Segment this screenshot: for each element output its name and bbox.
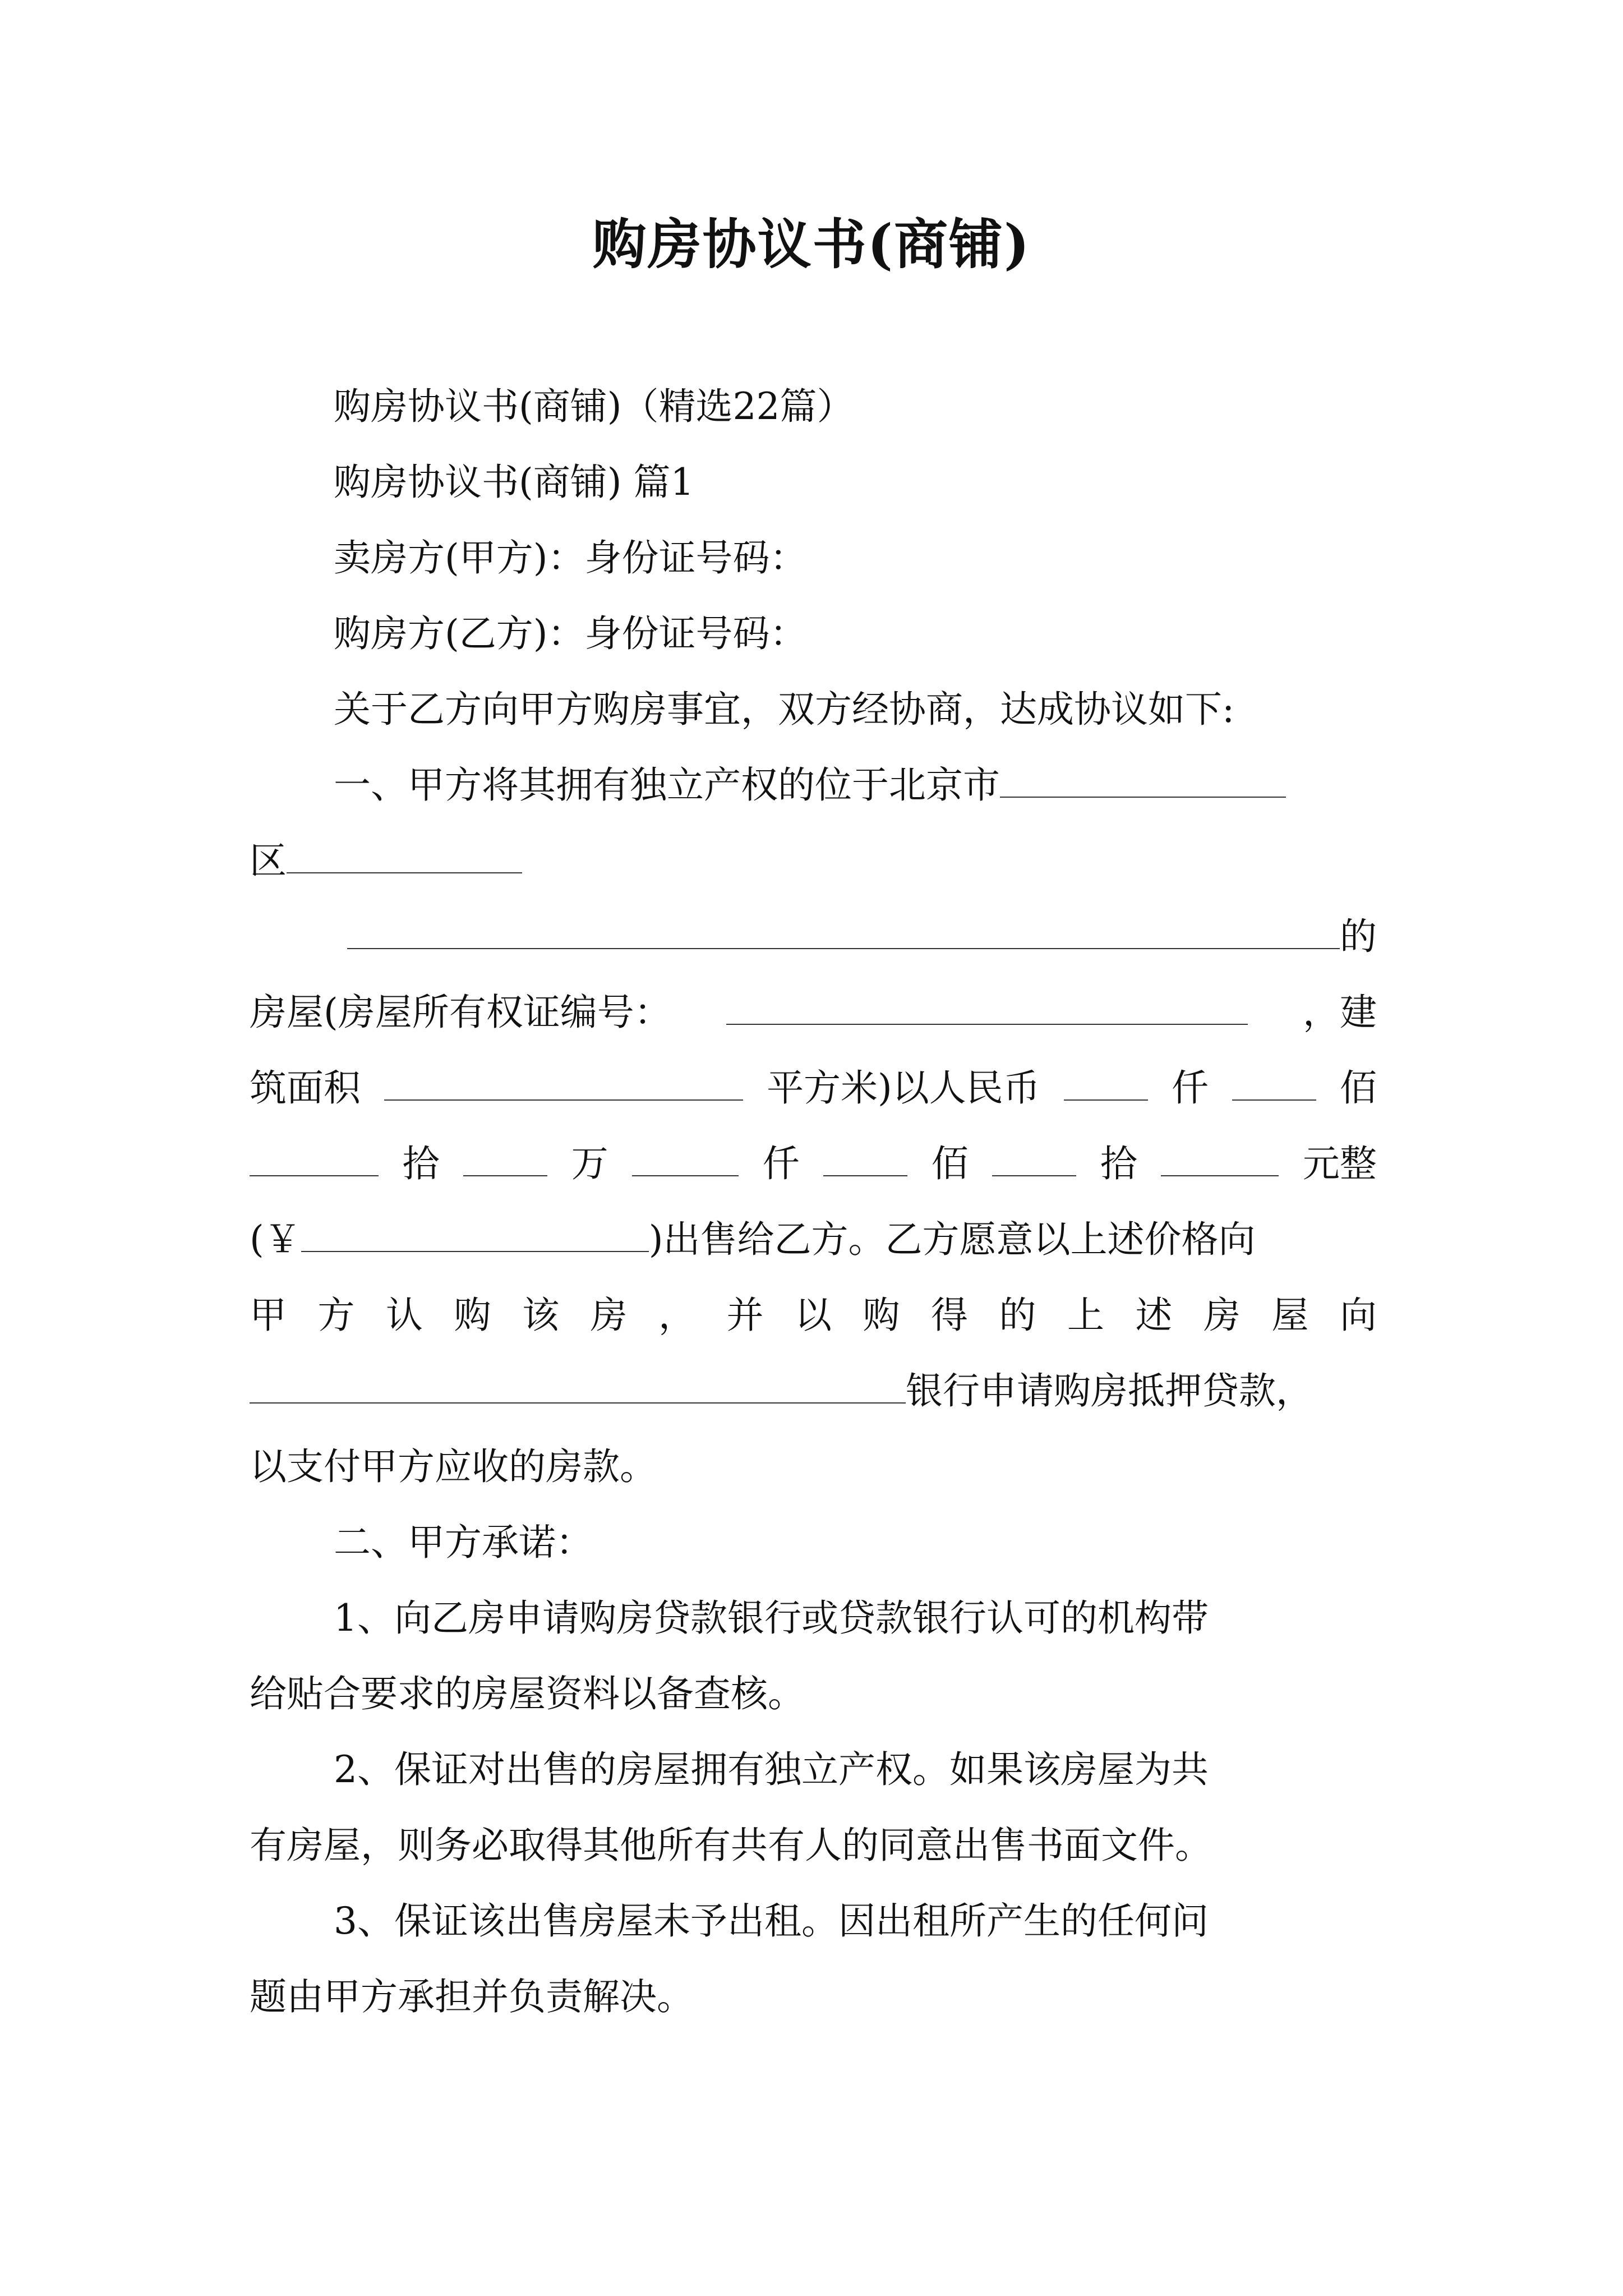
clause1-line3: [250, 912, 1377, 962]
clause2-heading: 二、甲方承诺：: [334, 1521, 593, 1564]
char: 屋: [1271, 1294, 1309, 1337]
clause1-line10: 以支付甲方应收的房款。: [250, 1445, 657, 1488]
amount-blank-5: [632, 1143, 739, 1176]
sale-statement: )出售给乙方。乙方愿意以上述价格向: [648, 1218, 1256, 1261]
qian-label-2: 仟: [762, 1142, 800, 1185]
clause1-line1: [250, 760, 1377, 811]
clause2-item2-line1: 2、保证对出售的房屋拥有独立产权。如果该房屋为共: [334, 1748, 1209, 1791]
mortgage-statement: 银行申请购房抵押贷款，: [906, 1369, 1313, 1412]
bai-label-1: 佰: [1339, 1066, 1377, 1110]
district-label: 区: [250, 839, 287, 882]
clause2-item2-line2: 有房屋，则务必取得其他所有共有人的同意出售书面文件。: [250, 1824, 1212, 1867]
district-blank: [287, 840, 522, 873]
clause1-line4: [250, 987, 1377, 1038]
intro-paragraph: 关于乙方向甲方购房事宜，双方经协商，达成协议如下:: [334, 688, 1235, 731]
yuan-zheng-label: 元整: [1302, 1142, 1377, 1185]
char: 该: [522, 1294, 559, 1337]
amount-blank-8: [1161, 1143, 1279, 1176]
amount-blank-7: [992, 1143, 1076, 1176]
amount-figure-blank: [301, 1218, 649, 1252]
amount-blank-3: [250, 1143, 379, 1176]
char: 向: [1340, 1294, 1377, 1337]
address-tail: 的: [1340, 915, 1377, 958]
wan-label: 万: [571, 1142, 608, 1185]
area-blank: [384, 1067, 743, 1101]
clause1-text: 一、甲方将其拥有独立产权的位于北京市: [334, 763, 1000, 807]
char: 购: [863, 1294, 900, 1337]
clause1-line6: [250, 1139, 1377, 1189]
char: 并: [726, 1294, 764, 1337]
amount-blank-1: [1064, 1067, 1148, 1101]
city-district-blank: [1000, 764, 1286, 798]
char: 认: [386, 1294, 423, 1337]
buyer-line: 购房方(乙方)：身份证号码：: [334, 612, 807, 655]
amount-blank-6: [823, 1143, 907, 1176]
clause2-item1-line1: 1、向乙房申请购房贷款银行或贷款银行认可的机构带: [334, 1596, 1209, 1640]
clause1-line2: [250, 836, 1377, 886]
char: 房: [590, 1294, 628, 1337]
char: 房: [1204, 1294, 1241, 1337]
char: 得: [931, 1294, 968, 1337]
bai-label-2: 佰: [931, 1142, 969, 1185]
document-title: 购房协议书(商铺): [592, 213, 1031, 276]
bank-name-blank: [250, 1370, 906, 1404]
certificate-label: 房屋(房屋所有权证编号：: [250, 991, 671, 1034]
qian-label-1: 仟: [1171, 1066, 1209, 1110]
clause1-line8: [250, 1290, 1377, 1341]
amount-blank-4: [463, 1143, 547, 1176]
seller-line: 卖房方(甲方)：身份证号码：: [334, 536, 807, 579]
char: 的: [999, 1294, 1036, 1337]
yuan-symbol-label: (￥: [250, 1218, 301, 1261]
char: 述: [1135, 1294, 1173, 1337]
certificate-tail: ，建: [1303, 991, 1377, 1034]
char: 甲: [250, 1294, 287, 1337]
clause1-line5: [250, 1063, 1377, 1114]
shi-label-2: 拾: [1100, 1142, 1137, 1185]
part-heading: 购房协议书(商铺) 篇1: [334, 461, 694, 504]
amount-blank-2: [1232, 1067, 1316, 1101]
char: 上: [1067, 1294, 1104, 1337]
clause1-line9: [250, 1366, 1377, 1416]
clause2-item1-line2: 给贴合要求的房屋资料以备查核。: [250, 1672, 805, 1715]
subtitle: 购房协议书(商铺)（精选22篇）: [334, 385, 854, 428]
clause2-item3-line2: 题由甲方承担并负责解决。: [250, 1975, 694, 2018]
area-label: 筑面积: [250, 1066, 361, 1110]
certificate-number-blank: [726, 991, 1248, 1025]
address-blank: [347, 915, 1340, 949]
char: 以: [795, 1294, 832, 1337]
char: 购: [454, 1294, 491, 1337]
char: 方: [317, 1294, 355, 1337]
clause2-item3-line1: 3、保证该出售房屋未予出租。因出租所产生的任何问: [334, 1899, 1209, 1943]
shi-label-1: 拾: [402, 1142, 440, 1185]
char: ，: [658, 1294, 695, 1337]
area-unit-price-label: 平方米)以人民币: [767, 1066, 1040, 1110]
clause1-line7: [250, 1214, 1377, 1265]
